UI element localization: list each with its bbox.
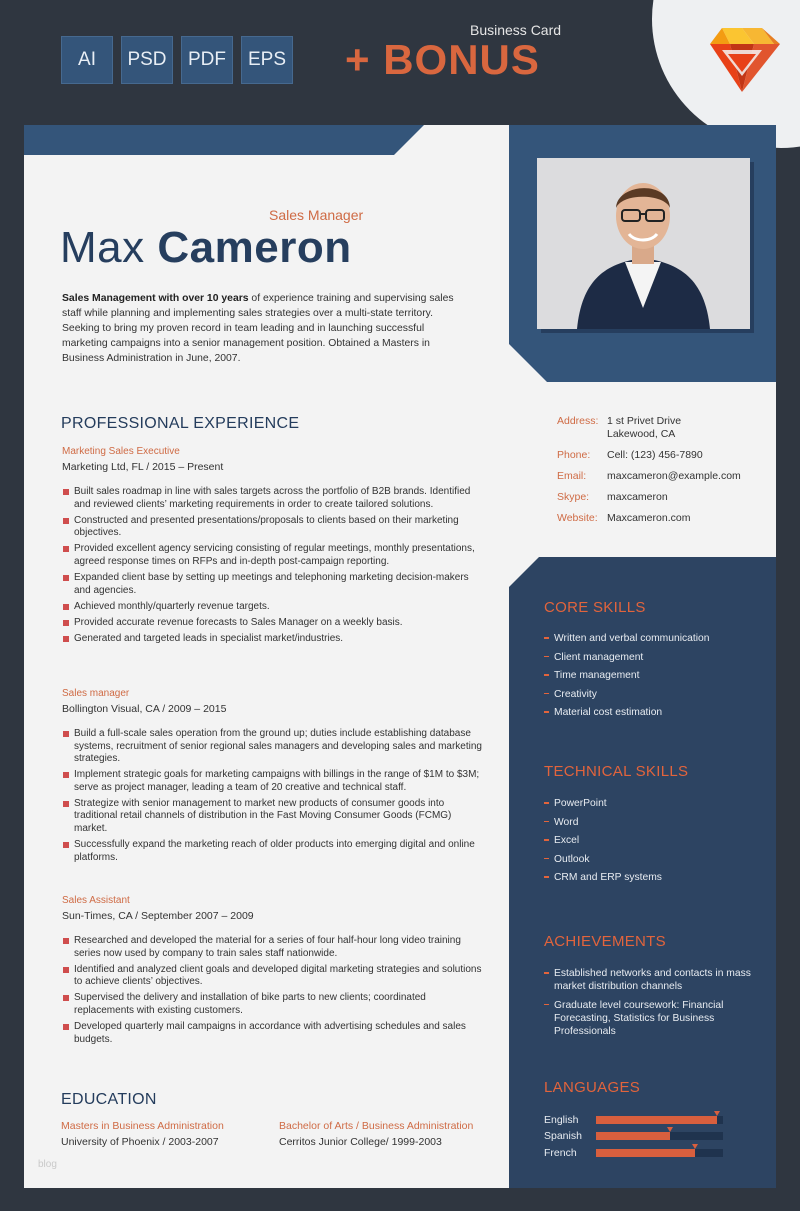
- skills-panel: [509, 557, 776, 1188]
- list-item: Developed quarterly mail campaigns in accordance with advertising schedules and sales budgets.: [74, 1021, 484, 1046]
- contact-value[interactable]: Maxcameron.com: [607, 512, 691, 524]
- bonus-subtitle: Business Card: [470, 22, 562, 38]
- job-bullets: [74, 728, 484, 868]
- job-company: Sun-Times, CA / September 2007 – 2009: [62, 910, 254, 922]
- contact-value[interactable]: maxcameron@example.com: [607, 470, 741, 482]
- address-line-2: Lakewood, CA: [607, 428, 676, 440]
- language-name: English: [544, 1114, 579, 1126]
- list-item: Successfully expand the marketing reach of older products into emerging digital and online platforms.: [74, 839, 484, 864]
- contact-row-skype: [557, 491, 741, 504]
- technical-skills-heading: TECHNICAL SKILLS: [544, 763, 689, 780]
- language-level-bar: [596, 1132, 723, 1140]
- summary-rest: of experience training and supervising sales staff while planning and implementing sales strategies over a multi-state territory. Seeking to bring my proven record in team leading and in launching successful marketing campaigns into a senior management position. Obtained a Masters in Business Administration in June, 2007.: [62, 293, 454, 364]
- bonus-heading: + BONUS: [345, 36, 540, 83]
- education-school: Cerritos Junior College/ 1999-2003: [279, 1136, 442, 1148]
- summary-text: [62, 291, 462, 366]
- first-name: Max: [60, 223, 145, 272]
- contact-label: Phone:: [557, 449, 591, 461]
- list-item: Strategize with senior management to market new products of consumer goods into traditional retail channels of distribution in the Fast Moving Consumer Goods (FCMG) market.: [74, 798, 484, 836]
- person-portrait-icon: [537, 158, 750, 329]
- language-level-marker: [667, 1127, 673, 1132]
- contact-value: maxcameron: [607, 491, 668, 503]
- list-item: Build a full-scale sales operation from the ground up; duties include establishing database systems, recruitment of senior regional sales managers and developing sales and marketing strategies.: [74, 728, 482, 764]
- list-item: Established networks and contacts in mass market distribution channels: [554, 967, 759, 993]
- profile-photo: [537, 158, 750, 329]
- list-item: Supervised the delivery and installation of bike parts to new clients; coordinated replacements with existing customers.: [74, 992, 484, 1017]
- format-badge-pdf: PDF: [181, 36, 233, 84]
- list-item: Constructed and presented presentations/proposals to clients based on their marketing objectives.: [74, 515, 484, 540]
- list-item: Client management: [554, 651, 759, 664]
- language-row: [544, 1114, 723, 1126]
- education-degree: Bachelor of Arts / Business Administration: [279, 1120, 474, 1132]
- format-badge-eps: EPS: [241, 36, 293, 84]
- achievements-list: [554, 967, 759, 1043]
- list-item: Generated and targeted leads in specialist market/industries.: [74, 633, 484, 646]
- contact-row-phone: [557, 449, 741, 462]
- language-level-bar: [596, 1149, 723, 1157]
- experience-heading: PROFESSIONAL EXPERIENCE: [61, 415, 300, 432]
- job-label: Sales Manager: [269, 207, 364, 223]
- contact-value: [607, 415, 681, 441]
- list-item: Researched and developed the material for a series of four half-hour long video training series now used by company to train sales staff nationwide.: [74, 935, 484, 960]
- job-company: Marketing Ltd, FL / 2015 – Present: [62, 461, 224, 473]
- list-item: Material cost estimation: [554, 706, 759, 719]
- contact-value: Cell: (123) 456-7890: [607, 449, 703, 461]
- list-item: Outlook: [554, 853, 759, 866]
- education-school: University of Phoenix / 2003-2007: [61, 1136, 219, 1148]
- contact-label: Website:: [557, 512, 598, 524]
- job-bullets: [74, 486, 484, 649]
- language-level-marker: [714, 1111, 720, 1116]
- list-item: Excel: [554, 834, 759, 847]
- summary-bold: Sales Management with over 10 years: [62, 293, 249, 304]
- language-level-marker: [692, 1144, 698, 1149]
- header-accent-bar: [24, 125, 424, 155]
- education-degree: Masters in Business Administration: [61, 1120, 224, 1132]
- core-skills-heading: CORE SKILLS: [544, 599, 646, 616]
- resume-sheet: [24, 125, 776, 1188]
- photo-panel: [509, 125, 776, 382]
- language-name: French: [544, 1147, 577, 1159]
- list-item: PowerPoint: [554, 797, 759, 810]
- contact-row-email: [557, 470, 741, 483]
- list-item: Provided excellent agency servicing consisting of regular meetings, monthly presentations, agreed response times on RFPs and in-depth post-campaign reporting.: [74, 543, 484, 568]
- language-level-fill: [596, 1132, 670, 1140]
- job-title: Sales manager: [62, 688, 130, 699]
- technical-skills-list: [554, 797, 759, 890]
- job-title: Sales Assistant: [62, 895, 130, 906]
- language-level-fill: [596, 1116, 717, 1124]
- address-line-1: 1 st Privet Drive: [607, 415, 682, 427]
- education-heading: EDUCATION: [61, 1091, 157, 1108]
- list-item: Time management: [554, 669, 759, 682]
- list-item: Written and verbal communication: [554, 632, 759, 645]
- format-badge-psd: PSD: [121, 36, 173, 84]
- list-item: Provided accurate revenue forecasts to Sales Manager on a weekly basis.: [74, 617, 484, 630]
- core-skills-list: [554, 632, 759, 725]
- list-item: Creativity: [554, 688, 759, 701]
- job-title: Marketing Sales Executive: [62, 446, 180, 457]
- last-name: Cameron: [157, 223, 352, 272]
- contact-label: Email:: [557, 470, 587, 482]
- job-bullets: [74, 935, 484, 1050]
- list-item: Word: [554, 816, 759, 829]
- language-level-bar: [596, 1116, 723, 1124]
- list-item: Expanded client base by setting up meetings and telephoning marketing decision-makers and agencies.: [74, 572, 484, 597]
- language-name: Spanish: [544, 1130, 582, 1142]
- contact-label: Skype:: [557, 491, 590, 503]
- list-item: Implement strategic goals for marketing campaigns with billings in the range of $1M to $3M; serve as project manager, leading a team of 20 creative and technical staff.: [74, 769, 484, 794]
- contact-row-address: [557, 415, 741, 441]
- language-row: [544, 1130, 723, 1142]
- contact-info: [557, 415, 741, 533]
- list-item: Identified and analyzed client goals and developed digital marketing strategies and solutions to achieve clients’ objectives.: [74, 964, 484, 989]
- format-badge-ai: AI: [61, 36, 113, 84]
- watermark: blog: [38, 1159, 57, 1170]
- list-item: Achieved monthly/quarterly revenue targets.: [74, 601, 484, 614]
- contact-row-website: [557, 512, 741, 525]
- candidate-name: [60, 223, 352, 273]
- languages-heading: LANGUAGES: [544, 1079, 641, 1096]
- language-level-fill: [596, 1149, 695, 1157]
- list-item: Built sales roadmap in line with sales targets across the portfolio of B2B brands. Identified and reviewed clients’ marketing requirements in order to create tailored solutions.: [74, 486, 484, 511]
- contact-label: Address:: [557, 415, 599, 427]
- list-item: Graduate level coursework: Financial Forecasting, Statistics for Business Professionals: [554, 999, 759, 1038]
- brand-logo-icon: [702, 20, 782, 100]
- language-row: [544, 1147, 723, 1159]
- list-item: CRM and ERP systems: [554, 871, 759, 884]
- job-company: Bollington Visual, CA / 2009 – 2015: [62, 703, 227, 715]
- format-badges: [61, 36, 293, 84]
- achievements-heading: ACHIEVEMENTS: [544, 933, 666, 950]
